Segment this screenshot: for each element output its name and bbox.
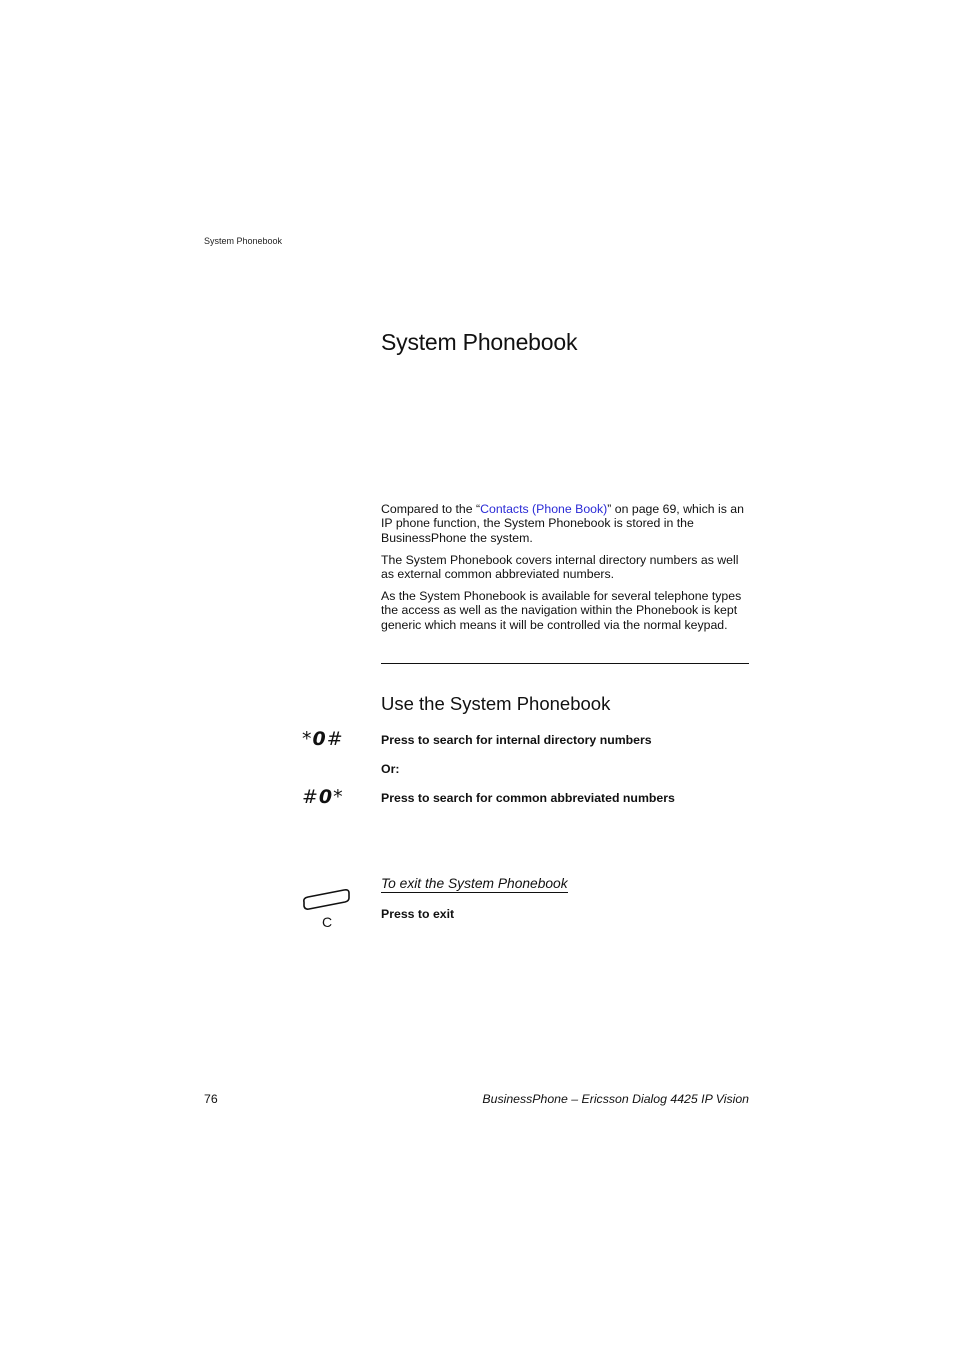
star-key-icon: * xyxy=(302,728,313,750)
or-label: Or: xyxy=(381,762,400,776)
intro-p1-after: ” on page 69, which is an IP phone function, the System Phonebook is stored in the BusinessPhone the system. xyxy=(381,502,744,545)
star-key-icon: * xyxy=(333,786,344,808)
hash-key-icon: # xyxy=(302,786,319,808)
section-heading: Use the System Phonebook xyxy=(381,693,611,714)
zero-key-icon: 0 xyxy=(312,728,327,750)
intro-paragraph-3: As the System Phonebook is available for several telephone types the access as well as the navigation within the Phonebook is kept generic which means it will be controlled via the normal keypad. xyxy=(381,589,742,632)
intro-paragraph-1 xyxy=(381,502,753,545)
instruction-internal-search: Press to search for internal directory numbers xyxy=(381,733,652,747)
instruction-exit: Press to exit xyxy=(381,907,455,921)
page-number: 76 xyxy=(204,1092,218,1106)
clear-key-icon xyxy=(300,888,352,932)
page-title: System Phonebook xyxy=(381,329,578,355)
clear-key-label: C xyxy=(321,914,333,930)
intro-text xyxy=(381,502,753,640)
intro-paragraph-2: The System Phonebook covers internal directory numbers as well as external common abbreviated numbers. xyxy=(381,552,739,582)
key-sequence-star-0-hash xyxy=(302,729,344,749)
footer-document-title: BusinessPhone – Ericsson Dialog 4425 IP Vision xyxy=(482,1092,749,1106)
hash-key-icon: # xyxy=(326,728,344,750)
key-sequence-hash-0-star xyxy=(302,787,344,807)
section-divider xyxy=(381,663,749,664)
instruction-abbreviated-search: Press to search for common abbreviated numbers xyxy=(381,791,675,805)
zero-key-icon: 0 xyxy=(318,786,334,808)
contacts-link[interactable]: Contacts (Phone Book) xyxy=(480,502,608,516)
exit-subheading: To exit the System Phonebook xyxy=(381,876,568,891)
running-header: System Phonebook xyxy=(204,236,283,246)
intro-p1-before: Compared to the “ xyxy=(381,502,481,516)
